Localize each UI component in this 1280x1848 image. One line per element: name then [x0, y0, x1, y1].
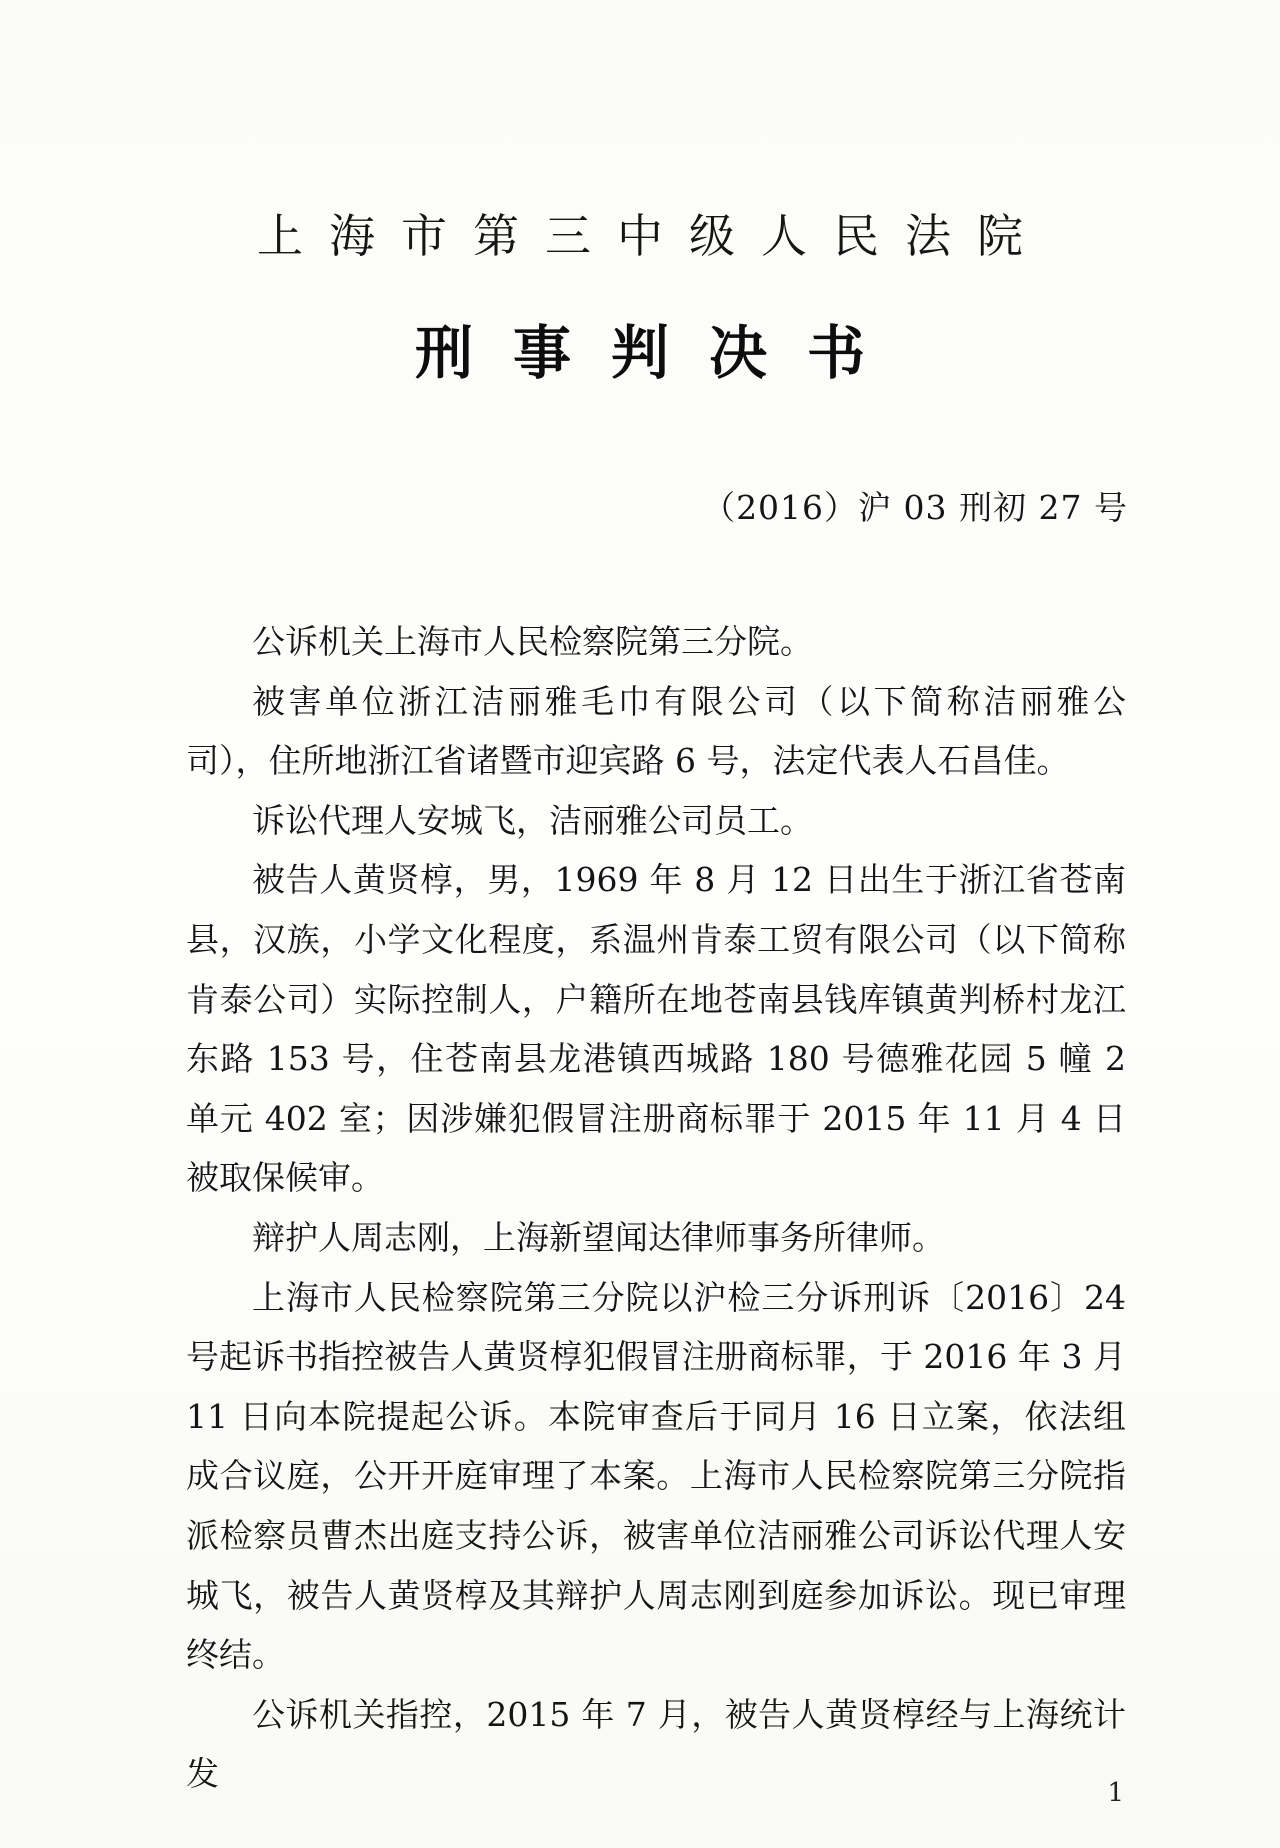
court-name: 上海市第三中级人民法院	[257, 209, 1049, 263]
paragraph-defender: 辩护人周志刚，上海新望闻达律师事务所律师。	[252, 1217, 945, 1257]
paragraph-charges: 公诉机关指控，2015 年 7 月，被告人黄贤椁经与上海统计发	[186, 1694, 1126, 1794]
paragraph-procedure: 上海市人民检察院第三分院以沪检三分诉刑诉〔2016〕24 号起诉书指控被告人黄贤椁犯假冒注册商标罪，于 2016 年 3 月 11 日向本院提起公诉。本院审查后于同月 16 日立案，依法组成合议庭，公开开庭审理了本案。上海市人民检察院第三分院指派检察员曹杰出庭支持公诉，被害单位洁丽雅公司诉讼代理人安城飞，被告人黄贤椁及其辩护人周志刚到庭参加诉讼。现已审理终结。	[186, 1277, 1126, 1675]
document-title: 刑事判决书	[414, 319, 905, 387]
paragraph-prosecutor: 公诉机关上海市人民检察院第三分院。	[252, 622, 813, 661]
case-number: （2016）沪 03 刑初 27 号	[702, 488, 1128, 527]
paragraph-defendant: 被告人黄贤椁，男，1969 年 8 月 12 日出生于浙江省苍南县，汉族，小学文化程度，系温州肯泰工贸有限公司（以下简称肯泰公司）实际控制人，户籍所在地苍南县钱库镇黄判桥村龙江东路 153 号，住苍南县龙港镇西城路 180 号德雅花园 5 幢 2 单元 402 室；因涉嫌犯假冒注册商标罪于 2015 年 11 月 4 日被取保候审。	[186, 860, 1126, 1198]
judgment-body	[186, 612, 1126, 1804]
page-number: 1	[1107, 1778, 1124, 1808]
paragraph-litigation-agent: 诉讼代理人安城飞，洁丽雅公司员工。	[252, 800, 813, 840]
paragraph-victim-unit: 被害单位浙江洁丽雅毛巾有限公司（以下简称洁丽雅公司），住所地浙江省诸暨市迎宾路 6 号，法定代表人石昌佳。	[186, 681, 1126, 781]
